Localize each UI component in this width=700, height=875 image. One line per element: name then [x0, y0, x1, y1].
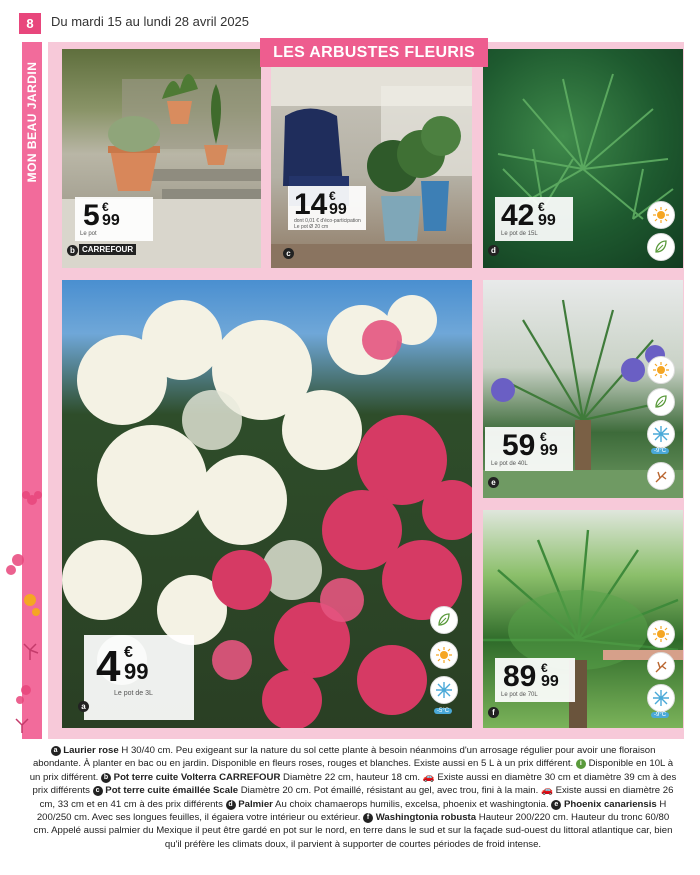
desc-title-c: Pot terre cuite émaillée Scale [105, 785, 239, 797]
product-letter-f: f [488, 707, 499, 718]
frost-temp-a: -5°C [434, 708, 452, 714]
panel-pots-terracotta [62, 49, 261, 268]
desc-text-f: Hauteur 200/220 cm. Hauteur du tronc 60/80 cm. Appelé aussi palmier du Mexique il peut être gardé en pot sur le nord, en terre dans le sud et sur la façade sud-ouest du littoral atlantique car, bien qu'il préfère les climats doux, il parvient à supporter de courtes périodes de froid intense. [33, 812, 673, 850]
price-tag-a: 4 € 99 Le pot de 3L [84, 635, 194, 720]
desc-letter-c: c [93, 786, 103, 796]
sun-icon [647, 201, 675, 229]
panel-washingtonia [483, 510, 683, 728]
decorative-flowers [0, 480, 48, 740]
desc-extra-b: Existe aussi en diamètre 30 cm et diamètre 39 cm à des prix différents [32, 771, 677, 797]
desc-title-f: Washingtonia robusta [375, 812, 477, 824]
product-letter-b: b [67, 245, 78, 256]
frost-temp-f: -9°C [651, 712, 669, 718]
page-number: 8 [19, 13, 41, 34]
snowflake-icon [647, 420, 675, 448]
desc-brand-b: CARREFOUR [219, 771, 281, 783]
product-letter-c: c [283, 248, 294, 259]
price-tag-c: 14 € 99 dont 0,01 € d'éco-participation Le pot Ø 20 cm [288, 186, 366, 230]
product-descriptions [28, 744, 678, 851]
desc-text-d: Au choix chamaerops humilis, excelsa, phoenix et washingtonia. [275, 798, 549, 810]
desc-letter-d: d [226, 800, 236, 810]
price-tag-f: 89 € 99 Le pot de 70L [495, 658, 575, 702]
snowflake-icon [647, 684, 675, 712]
desc-text-a: H 30/40 cm. Peu exigeant sur la nature du sol cette plante à besoin néanmoins d'un arrosage régulier pour avoir une floraison abondante. À planter en bac ou en jardin. Disponible en fleurs roses, rouges et blanches. Existe aussi en 5 L à un prix différent. [32, 745, 656, 770]
pruning-icon [647, 652, 675, 680]
desc-extra-c: Existe aussi en diamètre 26 cm, 33 cm et en 41 cm à des prix différents [39, 785, 674, 810]
date-range: Du mardi 15 au lundi 28 avril 2025 [51, 14, 250, 29]
panel-pots-glazed [271, 66, 472, 268]
frost-temp-e: -9°C [651, 448, 669, 454]
carrefour-brand-label: CARREFOUR [79, 244, 136, 255]
desc-letter-e: e [551, 800, 561, 810]
desc-text-e: H 200/250 cm. Avec ses longues feuilles, il égaiera votre intérieur ou extérieur. [36, 798, 667, 824]
desc-letter-f: f [363, 813, 373, 823]
sun-icon [430, 641, 458, 669]
desc-letter-b: b [101, 773, 111, 783]
info-icon: i [576, 759, 586, 769]
desc-text-b: Diamètre 22 cm, hauteur 18 cm. [283, 771, 421, 783]
panel-phoenix [483, 280, 683, 498]
panel-laurier-rose [62, 280, 472, 728]
leaf-icon [647, 388, 675, 416]
panel-palm-d [483, 49, 683, 268]
product-letter-e: e [488, 477, 499, 488]
desc-title-d: Palmier [238, 798, 273, 810]
product-letter-d: d [488, 245, 499, 256]
side-label: MON BEAU JARDIN [25, 61, 39, 183]
price-tag-e: 59 € 99 Le pot de 40L [485, 427, 573, 471]
price-tag-d: 42 € 99 Le pot de 15L [495, 197, 573, 241]
snowflake-icon [430, 676, 458, 704]
car-icon: 🚗 [540, 785, 553, 797]
desc-title-e: Phoenix canariensis [563, 798, 657, 810]
sun-icon [647, 356, 675, 384]
desc-letter-a: a [51, 746, 61, 756]
price-tag-b: 5 € 99 Le pot [75, 197, 153, 241]
desc-extra-a: Disponible en 10L à un prix différent. [29, 758, 674, 783]
pruning-icon [647, 462, 675, 490]
leaf-icon [647, 233, 675, 261]
car-icon: 🚗 [422, 771, 435, 783]
desc-text-c: Diamètre 20 cm. Pot émaillé, résistant au gel, avec trou, fini à la main. [240, 785, 539, 797]
leaf-icon [430, 606, 458, 634]
desc-title-b: Pot terre cuite Volterra [113, 771, 217, 783]
desc-title-a: Laurier rose [63, 745, 119, 756]
product-letter-a: a [78, 701, 89, 712]
sun-icon [647, 620, 675, 648]
section-banner: LES ARBUSTES FLEURIS [260, 38, 488, 67]
